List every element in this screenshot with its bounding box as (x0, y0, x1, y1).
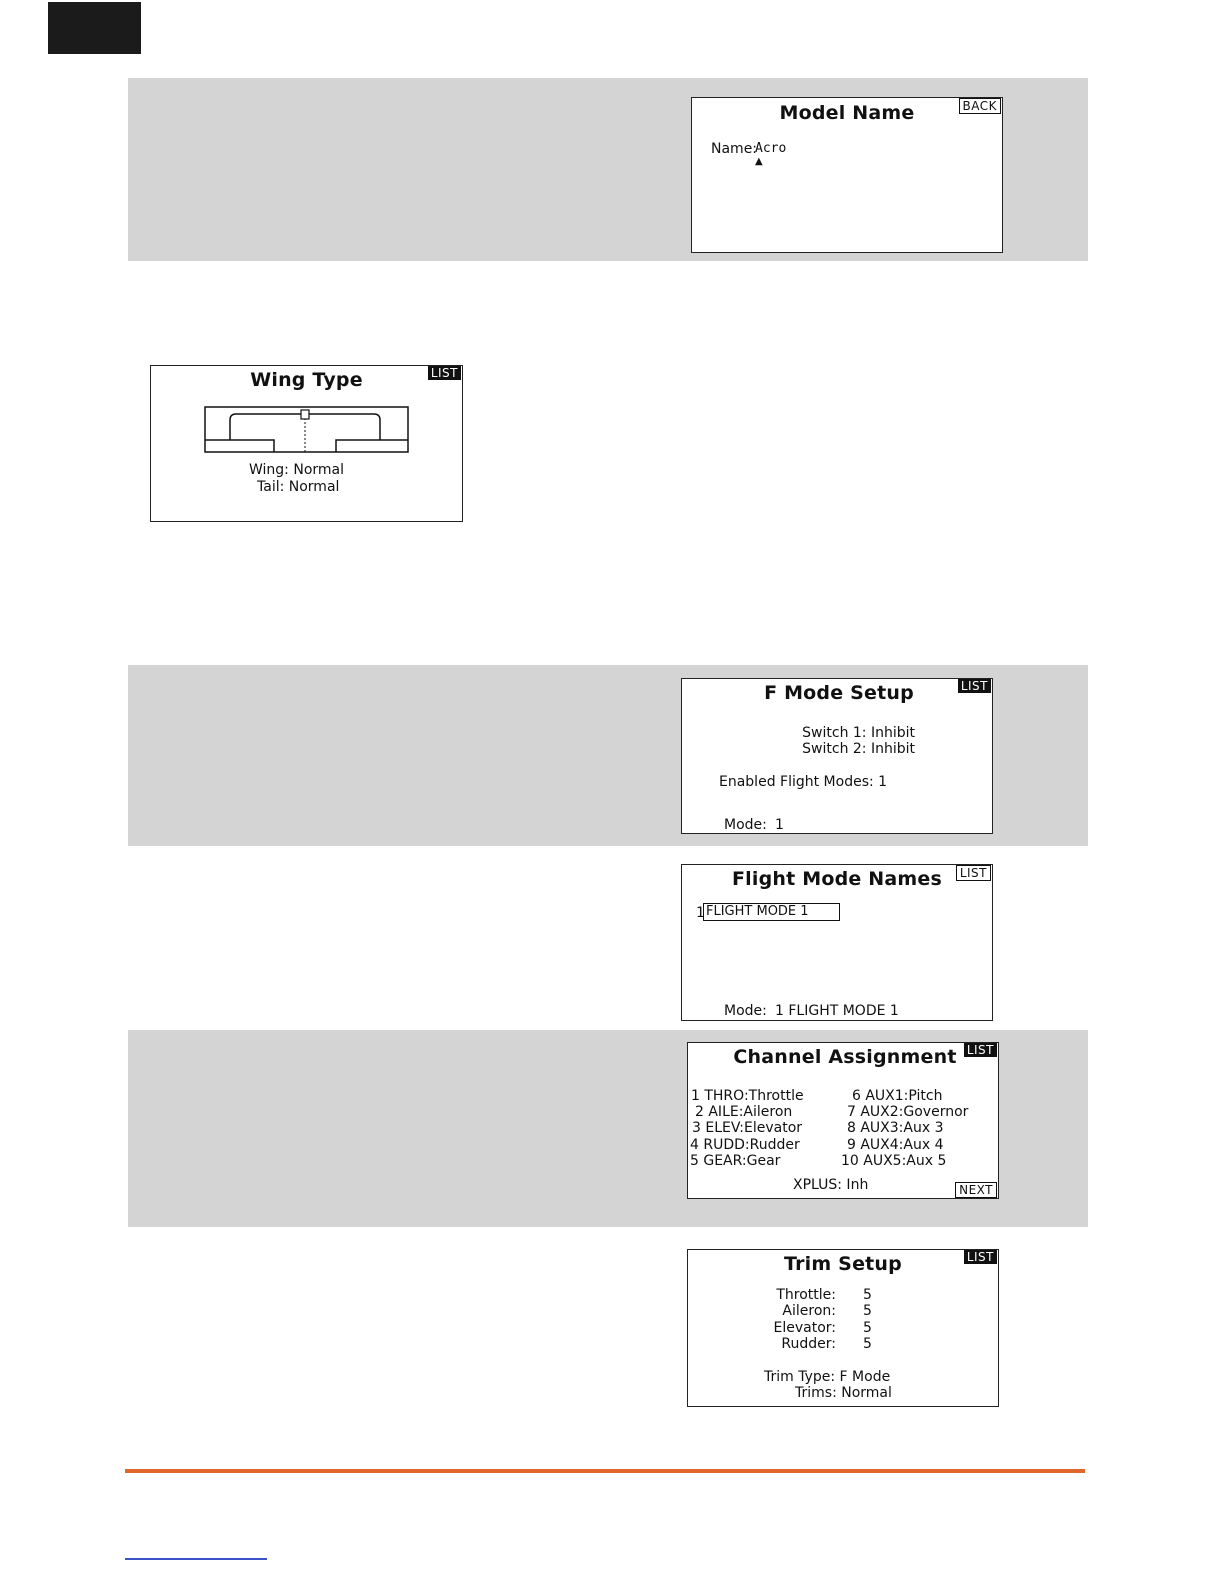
f-mode-setup-title: F Mode Setup (764, 682, 914, 704)
name-field[interactable]: Acro (755, 141, 787, 156)
back-button[interactable]: BACK (959, 98, 1001, 114)
channel-row[interactable]: 1 THRO:Throttle (691, 1088, 804, 1104)
model-name-screen (691, 97, 1003, 253)
trim-value[interactable]: 5 (863, 1336, 872, 1352)
flight-mode-name-field[interactable]: FLIGHT MODE 1 (703, 903, 840, 921)
tail-value[interactable]: Tail: Normal (257, 479, 340, 495)
model-name-title: Model Name (779, 102, 915, 124)
channel-assignment-screen (687, 1042, 999, 1199)
channel-row[interactable]: 6 AUX1:Pitch (852, 1088, 943, 1104)
flight-mode-names-screen (681, 864, 993, 1021)
xplus-value[interactable]: XPLUS: Inh (793, 1177, 869, 1193)
channel-row[interactable]: 7 AUX2:Governor (847, 1104, 969, 1120)
row-index: 1 (696, 905, 705, 921)
mode-label: Mode: (724, 1003, 767, 1019)
wing-type-screen (150, 365, 463, 522)
channel-assignment-title: Channel Assignment (733, 1046, 957, 1068)
channel-row[interactable]: 4 RUDD:Rudder (690, 1137, 800, 1153)
channel-row[interactable]: 5 GEAR:Gear (690, 1153, 781, 1169)
channel-row[interactable]: 2 AILE:Aileron (695, 1104, 793, 1120)
trim-value[interactable]: 5 (863, 1287, 872, 1303)
trim-type-value[interactable]: Trim Type: F Mode (764, 1369, 891, 1385)
list-button[interactable]: LIST (964, 1043, 997, 1057)
enabled-flight-modes[interactable]: Enabled Flight Modes: 1 (719, 774, 888, 790)
page-corner-tab (48, 2, 141, 54)
mode-value: 1 (775, 817, 784, 833)
wing-diagram-icon (204, 406, 409, 454)
trim-label: Aileron: (782, 1303, 836, 1319)
mode-label: Mode: (724, 817, 767, 833)
list-button[interactable]: LIST (958, 679, 991, 693)
switch-1-value[interactable]: Switch 1: Inhibit (802, 725, 915, 741)
trim-value[interactable]: 5 (863, 1303, 872, 1319)
list-button[interactable]: LIST (428, 366, 461, 380)
list-button[interactable]: LIST (964, 1250, 997, 1264)
trim-setup-title: Trim Setup (784, 1253, 902, 1275)
channel-row[interactable]: 3 ELEV:Elevator (692, 1120, 803, 1136)
wing-type-title: Wing Type (250, 369, 363, 391)
footer-link-underline (125, 1558, 267, 1560)
channel-row[interactable]: 8 AUX3:Aux 3 (847, 1120, 944, 1136)
trim-label: Throttle: (776, 1287, 836, 1303)
next-button[interactable]: NEXT (955, 1182, 997, 1198)
trim-value[interactable]: 5 (863, 1320, 872, 1336)
wing-value[interactable]: Wing: Normal (249, 462, 345, 478)
trim-label: Elevator: (773, 1320, 836, 1336)
footer-rule (125, 1469, 1085, 1473)
trims-value[interactable]: Trims: Normal (795, 1385, 892, 1401)
name-label: Name: (711, 141, 758, 157)
cursor-icon: ▲ (755, 156, 763, 167)
list-button[interactable]: LIST (956, 865, 991, 881)
mode-value: 1 FLIGHT MODE 1 (775, 1003, 899, 1019)
switch-2-value[interactable]: Switch 2: Inhibit (802, 741, 915, 757)
flight-mode-names-title: Flight Mode Names (731, 868, 942, 890)
trim-setup-screen (687, 1249, 999, 1407)
f-mode-setup-screen (681, 678, 993, 834)
trim-label: Rudder: (781, 1336, 836, 1352)
channel-row[interactable]: 10 AUX5:Aux 5 (841, 1153, 947, 1169)
channel-row[interactable]: 9 AUX4:Aux 4 (847, 1137, 944, 1153)
